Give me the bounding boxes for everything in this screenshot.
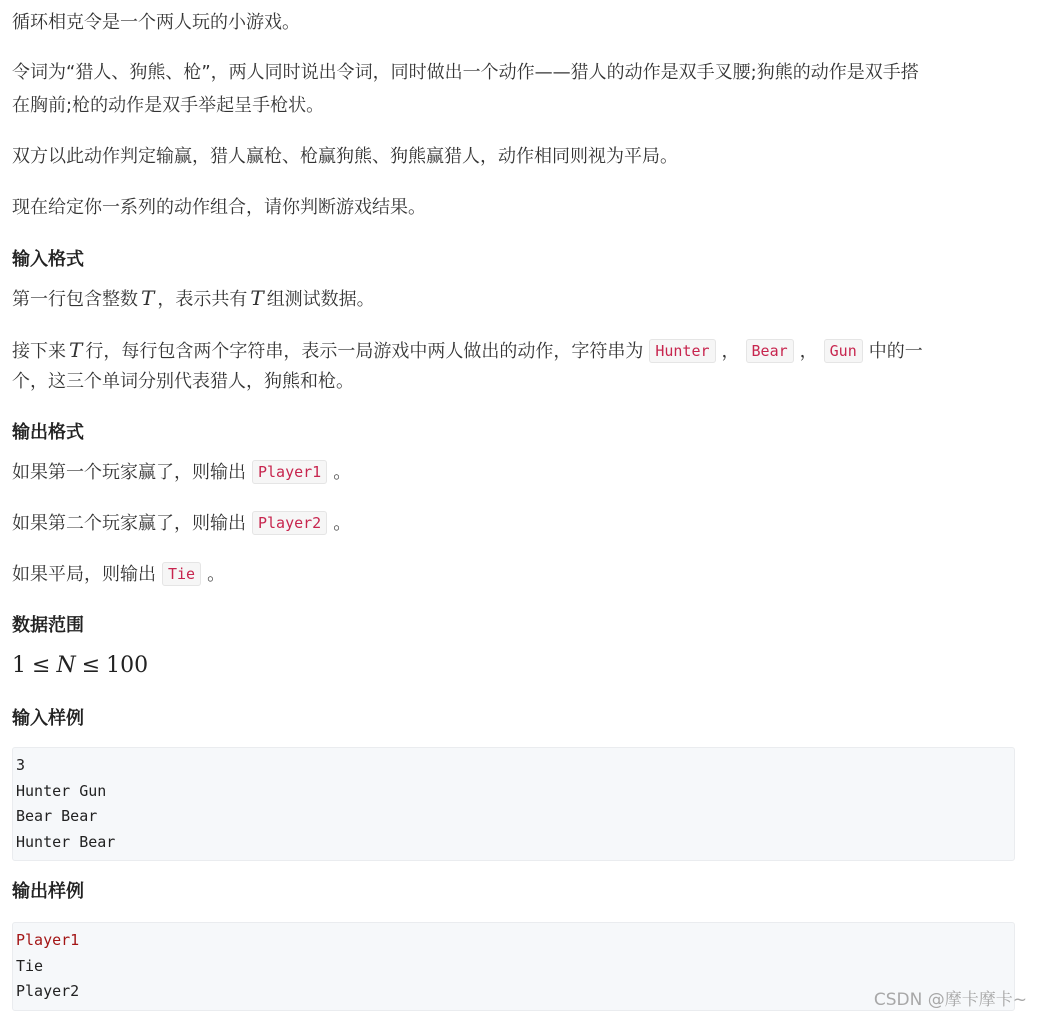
- output-format-text: 如果平局，则输出: [12, 564, 156, 585]
- csdn-watermark: CSDN @摩卡摩卡~: [873, 990, 1027, 1010]
- range-low: 1: [12, 653, 26, 678]
- sample-input-heading: 输入样例: [12, 708, 84, 729]
- inline-code-bear: Bear: [746, 339, 794, 363]
- output-format-heading: 输出格式: [12, 422, 84, 443]
- intro-paragraph-2-line-2: 在胸前;枪的动作是双手举起呈手枪状。: [12, 95, 325, 116]
- sample-output-code-block: [12, 922, 1015, 1011]
- leq-symbol: ≤: [32, 653, 51, 678]
- code-line: Hunter Bear: [16, 832, 116, 851]
- input-format-text: 接下来: [12, 341, 66, 362]
- comma-separator: ，: [799, 341, 818, 362]
- range-variable: N: [56, 653, 76, 678]
- output-format-line-1: [12, 461, 351, 485]
- intro-paragraph-4: 现在给定你一系列的动作组合，请你判断游戏结果。: [12, 197, 426, 218]
- output-format-line-2: [12, 512, 351, 536]
- input-format-text: 中的一: [868, 341, 923, 362]
- data-range-formula: [12, 652, 148, 680]
- input-format-text: 第一行包含整数: [12, 289, 138, 310]
- input-format-text: 行，每行包含两个字符串，表示一局游戏中两人做出的动作，字符串为: [85, 341, 644, 362]
- intro-paragraph-1: 循环相克令是一个两人玩的小游戏。: [12, 12, 300, 33]
- period: 。: [207, 564, 226, 585]
- period: 。: [333, 513, 352, 534]
- input-format-text: 组测试数据。: [266, 289, 375, 310]
- inline-code-player2: Player2: [252, 511, 327, 535]
- math-var-t: T: [250, 286, 264, 310]
- comma-separator: ，: [721, 341, 740, 362]
- code-line: Tie: [16, 956, 44, 975]
- output-format-line-3: [12, 563, 225, 587]
- output-format-text: 如果第二个玩家赢了，则输出: [12, 513, 246, 534]
- code-line: Hunter Gun: [16, 781, 107, 800]
- inline-code-gun: Gun: [824, 339, 863, 363]
- sample-output-heading: 输出样例: [12, 881, 84, 902]
- inline-code-player1: Player1: [252, 460, 327, 484]
- code-line: Player1: [16, 931, 80, 949]
- range-high: 100: [106, 653, 149, 678]
- leq-symbol: ≤: [81, 653, 101, 678]
- input-format-heading: 输入格式: [12, 249, 84, 270]
- math-var-t: T: [69, 338, 83, 362]
- inline-code-tie: Tie: [162, 562, 201, 586]
- sample-input-code-block: [12, 747, 1015, 861]
- code-line: Bear Bear: [16, 807, 98, 825]
- data-range-heading: 数据范围: [12, 615, 84, 636]
- code-line: Player2: [16, 982, 80, 1000]
- code-line: 3: [16, 756, 26, 774]
- input-format-text: ，表示共有: [157, 289, 248, 310]
- input-format-line-1: [12, 286, 375, 312]
- input-format-line-2: [12, 338, 923, 364]
- intro-paragraph-2-line-1: 令词为“猎人、狗熊、枪”，两人同时说出令词，同时做出一个动作——猎人的动作是双手叉腰;狗熊的动作是双手搭: [12, 62, 919, 83]
- inline-code-hunter: Hunter: [649, 339, 715, 363]
- period: 。: [333, 462, 352, 483]
- math-var-t: T: [141, 286, 155, 310]
- intro-paragraph-3: 双方以此动作判定输赢，猎人赢枪、枪赢狗熊、狗熊赢猎人，动作相同则视为平局。: [12, 146, 678, 167]
- input-format-line-3: 个，这三个单词分别代表猎人，狗熊和枪。: [12, 371, 354, 392]
- output-format-text: 如果第一个玩家赢了，则输出: [12, 462, 246, 483]
